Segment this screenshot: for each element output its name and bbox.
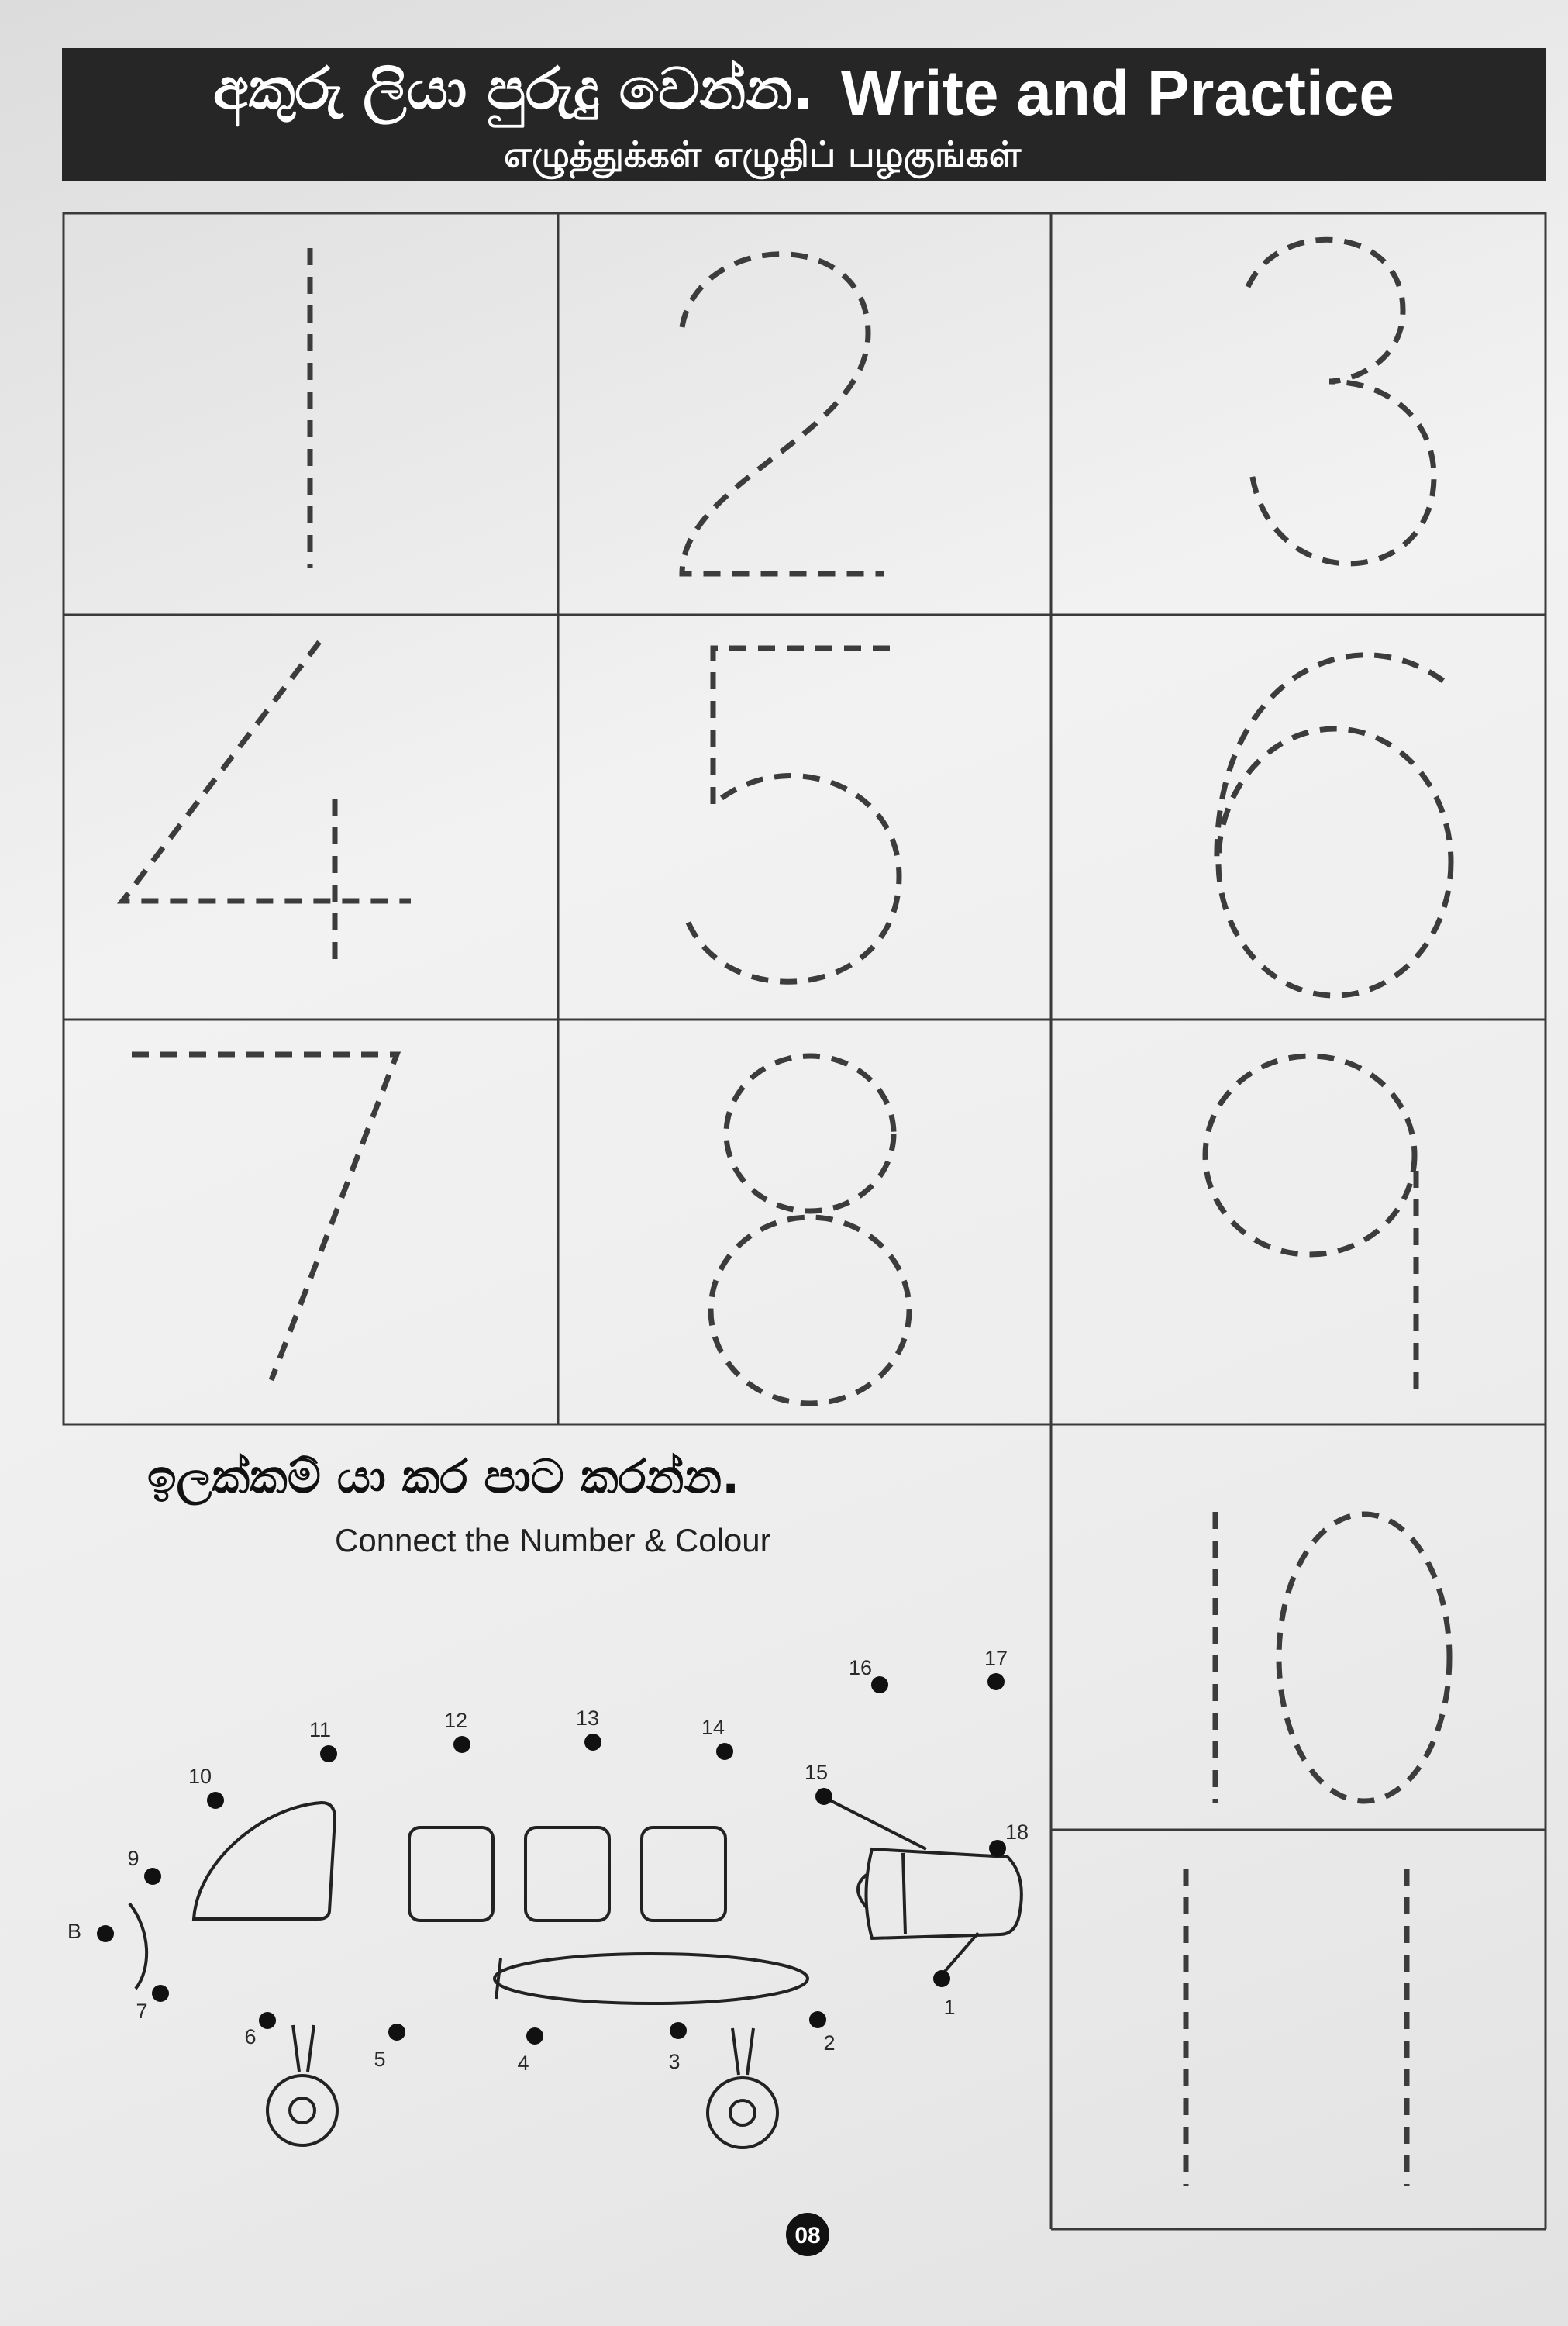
trace-digit-4[interactable]	[122, 642, 411, 971]
rear-wheel	[708, 2028, 777, 2148]
title-english: Write and Practice	[841, 58, 1394, 129]
dot-label-15: 15	[804, 1761, 829, 1784]
cabin-window-2	[526, 1827, 609, 1921]
dot-label-7: 7	[136, 2000, 148, 2023]
trace-digit-11[interactable]	[1186, 1869, 1407, 2186]
dot-9[interactable]	[144, 1868, 161, 1885]
dot-label-3: 3	[668, 2050, 681, 2073]
cockpit-window	[194, 1803, 335, 1919]
dot-label-10: 10	[188, 1765, 212, 1788]
trace-digit-9[interactable]	[1205, 1056, 1416, 1396]
trace-digit-3[interactable]	[1248, 240, 1434, 564]
dot-8[interactable]	[97, 1925, 114, 1942]
dot-1[interactable]	[933, 1970, 950, 1987]
dot-label-1: 1	[943, 1996, 956, 2019]
trace-digit-2[interactable]	[682, 254, 884, 574]
cabin-window-3	[642, 1827, 725, 1921]
dot-label-2: 2	[823, 2031, 836, 2055]
subtitle-tamil: எழுத்துக்கள் எழுதிப் பழகுங்கள்	[504, 133, 1022, 175]
dot-3[interactable]	[670, 2022, 687, 2039]
connect-dots	[67, 1647, 1029, 2075]
wing-ellipse	[495, 1954, 808, 2003]
trace-digit-5[interactable]	[687, 648, 899, 982]
nose-curve	[129, 1903, 146, 1989]
page-number-badge	[786, 2213, 829, 2256]
title-sinhala: අකුරු ලියා පුරුදු වෙන්න.	[213, 56, 815, 123]
dot-7[interactable]	[152, 1985, 169, 2002]
dot-5[interactable]	[388, 2024, 405, 2041]
grid-outline	[64, 213, 1546, 1424]
airplane-outline	[129, 1797, 1022, 2148]
dot-14[interactable]	[716, 1743, 733, 1760]
dot-label-14: 14	[701, 1716, 725, 1739]
dot-11[interactable]	[320, 1745, 337, 1762]
dot-13[interactable]	[584, 1734, 601, 1751]
dot-15[interactable]	[815, 1788, 832, 1805]
dot-label-5: 5	[374, 2048, 386, 2071]
cabin-window-1	[409, 1827, 493, 1921]
activity-title-sinhala: ඉලක්කම් යා කර පාට කරන්න.	[147, 1450, 740, 1504]
dot-2[interactable]	[809, 2011, 826, 2028]
trace-digit-8[interactable]	[711, 1056, 909, 1403]
dot-label-9: 9	[127, 1847, 140, 1870]
dot-12[interactable]	[453, 1736, 470, 1753]
dot-10[interactable]	[207, 1792, 224, 1809]
trace-digit-7[interactable]	[132, 1054, 397, 1380]
dot-label-6: 6	[244, 2025, 257, 2048]
dot-6[interactable]	[259, 2012, 276, 2029]
tracing-grid	[64, 213, 1546, 2229]
dot-label-16: 16	[848, 1656, 873, 1679]
front-wheel	[267, 2025, 337, 2145]
dot-label-13: 13	[575, 1707, 600, 1730]
dot-16[interactable]	[871, 1676, 888, 1693]
dot-label-11: 11	[308, 1718, 332, 1741]
trace-digit-10[interactable]	[1215, 1512, 1449, 1803]
dot-label-8: B	[67, 1920, 82, 1943]
dot-4[interactable]	[526, 2027, 543, 2045]
dot-17[interactable]	[987, 1673, 1005, 1690]
page-number: 08	[794, 2223, 821, 2248]
dot-label-12: 12	[443, 1709, 468, 1732]
trace-digit-6[interactable]	[1217, 655, 1451, 996]
tail-engine	[867, 1849, 1022, 1938]
dot-label-4: 4	[517, 2052, 529, 2075]
dot-label-17: 17	[984, 1647, 1008, 1670]
dot-label-18: 18	[1005, 1820, 1029, 1844]
dot-18[interactable]	[989, 1840, 1006, 1857]
activity-title-english: Connect the Number & Colour	[335, 1522, 771, 1558]
